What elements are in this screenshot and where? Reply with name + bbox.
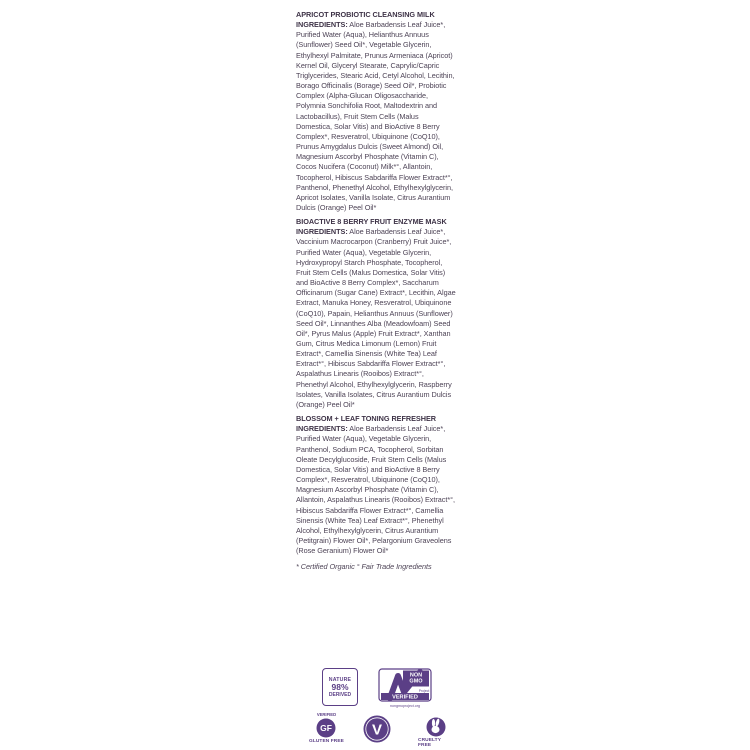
badge-text: VERIFIED <box>316 712 337 717</box>
gluten-free-badge <box>309 712 344 744</box>
ingredients-section-cleansing-milk <box>296 10 456 213</box>
non-gmo-verified-badge <box>378 668 432 710</box>
badge-mark: V <box>371 721 383 739</box>
nature-derived-badge <box>322 668 358 706</box>
certification-badges-top <box>322 668 432 710</box>
ingredients-panel <box>296 10 456 572</box>
badge-mark: GF <box>320 723 333 734</box>
certification-badges-bottom <box>303 712 453 746</box>
section-heading: APRICOT PROBIOTIC CLEANSING MILK INGREDIENTS: <box>296 10 435 30</box>
section-body: Aloe Barbadensis Leaf Juice*, Purified Water (Aqua), Helianthus Annuus (Sunflower) Seed Oil*, Vegetable Glycerin, Ethylhexyl Palmitate, Prunus Armeniaca (Apricot) Kernel Oil, Glyceryl Stearate, Caprylic/Capric Triglycerides, Stearic Acid, Cetyl Alcohol, Lecithin, Borago Officinalis (Borage) Seed Oil*, Probiotic Complex (Alpha-Glucan Oligosaccharide, Polymnia Sonchifolia Root, Maltodextrin and Lactobacillus), Fruit Stem Cells (Malus Domestica, Solar Vitis) and BioActive 8 Berry Complex*, Resveratrol, Ubiquinone (CoQ10), Prunus Amygdalus Dulcis (Sweet Almond) Oil, Magnesium Ascorbyl Phosphate (Vitamin C), Cocos Nucifera (Coconut) Milk*°, Allantoin, Tocopherol, Hibiscus Sabdariffa Flower Extract*°, Panthenol, Phenethyl Alcohol, Ethylhexylglycerin, Apricot Isolates, Vanilla Isolate, Citrus Aurantium Dulcis (Orange) Peel Oil* <box>296 20 455 212</box>
vegan-badge <box>363 715 391 743</box>
badge-label: CRUELTY FREE <box>418 738 441 748</box>
section-heading: BIOACTIVE 8 BERRY FRUIT ENZYME MASK INGREDIENTS: <box>296 217 447 237</box>
badge-text: Project <box>418 689 430 693</box>
section-body: Aloe Barbadensis Leaf Juice*, Vaccinium Macrocarpon (Cranberry) Fruit Juice*, Purified Water (Aqua), Vegetable Glycerin, Hydroxypropyl Starch Phosphate, Tocopherol, Fruit Stem Cells (Malus Domestica, Solar Vitis) and BioActive 8 Berry Complex*, Saccharum Officinarum (Sugar Cane) Extract*, Lecithin, Algae Extract, Manuka Honey, Resveratrol, Ubiquinone (CoQ10), Papain, Helianthus Annuus (Sunflower) Seed Oil*, Linnanthes Alba (Meadowfoam) Seed Oil*, Pyrus Malus (Apple) Fruit Extract*, Xanthan Gum, Citrus Medica Limonum (Lemon) Fruit Extract*, Camellia Sinensis (White Tea) Leaf Extract*°, Hibiscus Sabdariffa Flower Extract*°, Aspalathus Linearis (Rooibos) Extract*°, Phenethyl Alcohol, Ethylhexylglycerin, Raspberry Isolates, Vanilla Isolates, Citrus Aurantium Dulcis (Orange) Peel Oil* <box>296 227 456 409</box>
badge-text: NON <box>409 672 423 679</box>
ingredients-section-toning-refresher <box>296 414 456 556</box>
vegan-icon <box>363 715 391 743</box>
badge-text: GMO <box>409 678 423 685</box>
section-heading: BLOSSOM + LEAF TONING REFRESHER INGREDIENTS: <box>296 414 437 434</box>
badge-text: VERIFIED <box>392 694 418 701</box>
badge-url: nongmoproject.org <box>390 704 420 708</box>
badge-text: DERIVED <box>328 691 352 698</box>
cruelty-free-badge <box>418 717 453 748</box>
badge-percent: 98% <box>331 681 349 692</box>
badge-label: GLUTEN FREE <box>309 739 344 744</box>
bunny-icon <box>425 717 447 737</box>
gluten-free-icon <box>316 718 336 738</box>
ingredients-section-enzyme-mask <box>296 217 456 410</box>
section-body: Aloe Barbadensis Leaf Juice*, Purified Water (Aqua), Vegetable Glycerin, Panthenol, Sodium PCA, Tocopherol, Sorbitan Oleate Decylglucoside, Fruit Stem Cells (Malus Domestica, Solar Vitis) and BioActive 8 Berry Complex*, Resveratrol, Ubiquinone (CoQ10), Magnesium Ascorbyl Phosphate (Vitamin C), Allantoin, Aspalathus Linearis (Rooibos) Extract*°, Hibiscus Sabdariffa Flower Extract*°, Camellia Sinensis (White Tea) Leaf Extract*°, Phenethyl Alcohol, Ethylhexylglycerin, Citrus Aurantium (Petitgrain) Flower Oil*, Pelargonium Graveolens (Rose Geranium) Flower Oil* <box>296 424 455 556</box>
footnote: * Certified Organic ° Fair Trade Ingredients <box>296 562 432 572</box>
badge-text: NATURE <box>328 676 352 683</box>
